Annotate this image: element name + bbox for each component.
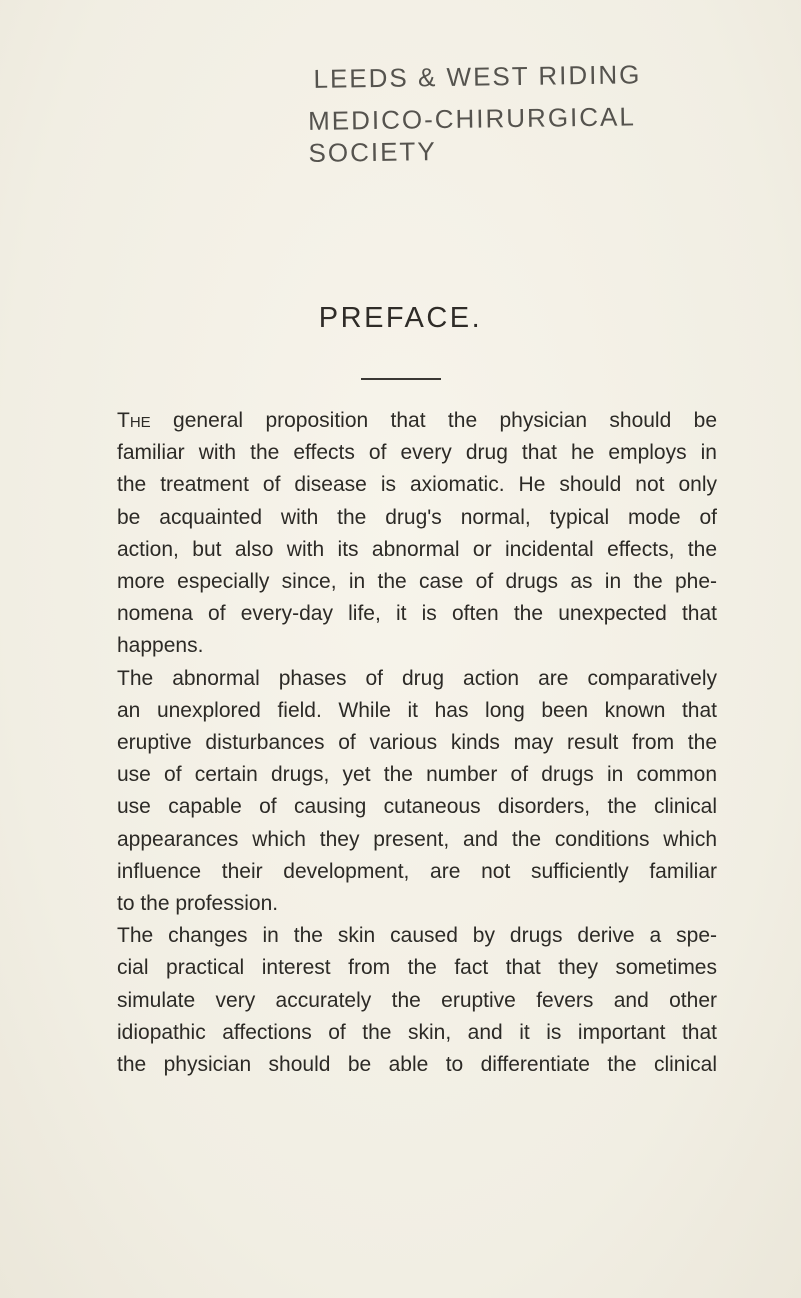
preface-body bbox=[117, 405, 717, 1081]
text-line: appearances which they present, and the conditions which bbox=[117, 827, 717, 851]
text-line: use capable of causing cutaneous disorders, the clinical bbox=[117, 795, 717, 819]
text-line: to the profession. bbox=[117, 892, 279, 916]
text-line: nomena of every-day life, it is often the unexpected that bbox=[117, 602, 717, 626]
library-stamp bbox=[307, 57, 728, 169]
text-line: influence their development, are not sufficiently familiar bbox=[117, 859, 717, 883]
paragraph-1 bbox=[117, 405, 717, 663]
text-line: simulate very accurately the eruptive fevers and other bbox=[117, 988, 717, 1012]
text-line: more especially since, in the case of drugs as in the phe- bbox=[117, 570, 717, 594]
text-line: use of certain drugs, yet the number of drugs in common bbox=[117, 763, 717, 787]
page-title: PREFACE. bbox=[318, 302, 483, 334]
text-line: The changes in the skin caused by drugs derive a spe- bbox=[117, 924, 717, 948]
drop-word: The bbox=[117, 409, 151, 432]
text-line: the physician should be able to differentiate the clinical bbox=[117, 1053, 717, 1077]
text-line: eruptive disturbances of various kinds may result from the bbox=[117, 731, 717, 755]
text-line: the treatment of disease is axiomatic. He should not only bbox=[117, 473, 717, 497]
stamp-line-1: LEEDS & WEST RIDING bbox=[313, 59, 642, 94]
text-line: cial practical interest from the fact that they sometimes bbox=[117, 956, 717, 980]
text-line: an unexplored field. While it has long been known that bbox=[117, 698, 717, 722]
text-line: idiopathic affections of the skin, and it is important that bbox=[117, 1020, 717, 1044]
paragraph-2 bbox=[117, 663, 717, 921]
text-line: familiar with the effects of every drug that he employs in bbox=[117, 441, 717, 465]
text-line: be acquainted with the drug's normal, typical mode of bbox=[117, 505, 717, 529]
text-line: The general proposition that the physician should be bbox=[117, 409, 717, 432]
text-line: The abnormal phases of drug action are comparatively bbox=[117, 666, 717, 690]
text-line: action, but also with its abnormal or incidental effects, the bbox=[117, 537, 717, 561]
text-line: happens. bbox=[117, 634, 204, 658]
paragraph-3 bbox=[117, 920, 717, 1081]
title-rule bbox=[361, 378, 441, 380]
stamp-line-2: MEDICO-CHIRURGICAL SOCIETY bbox=[307, 101, 636, 168]
